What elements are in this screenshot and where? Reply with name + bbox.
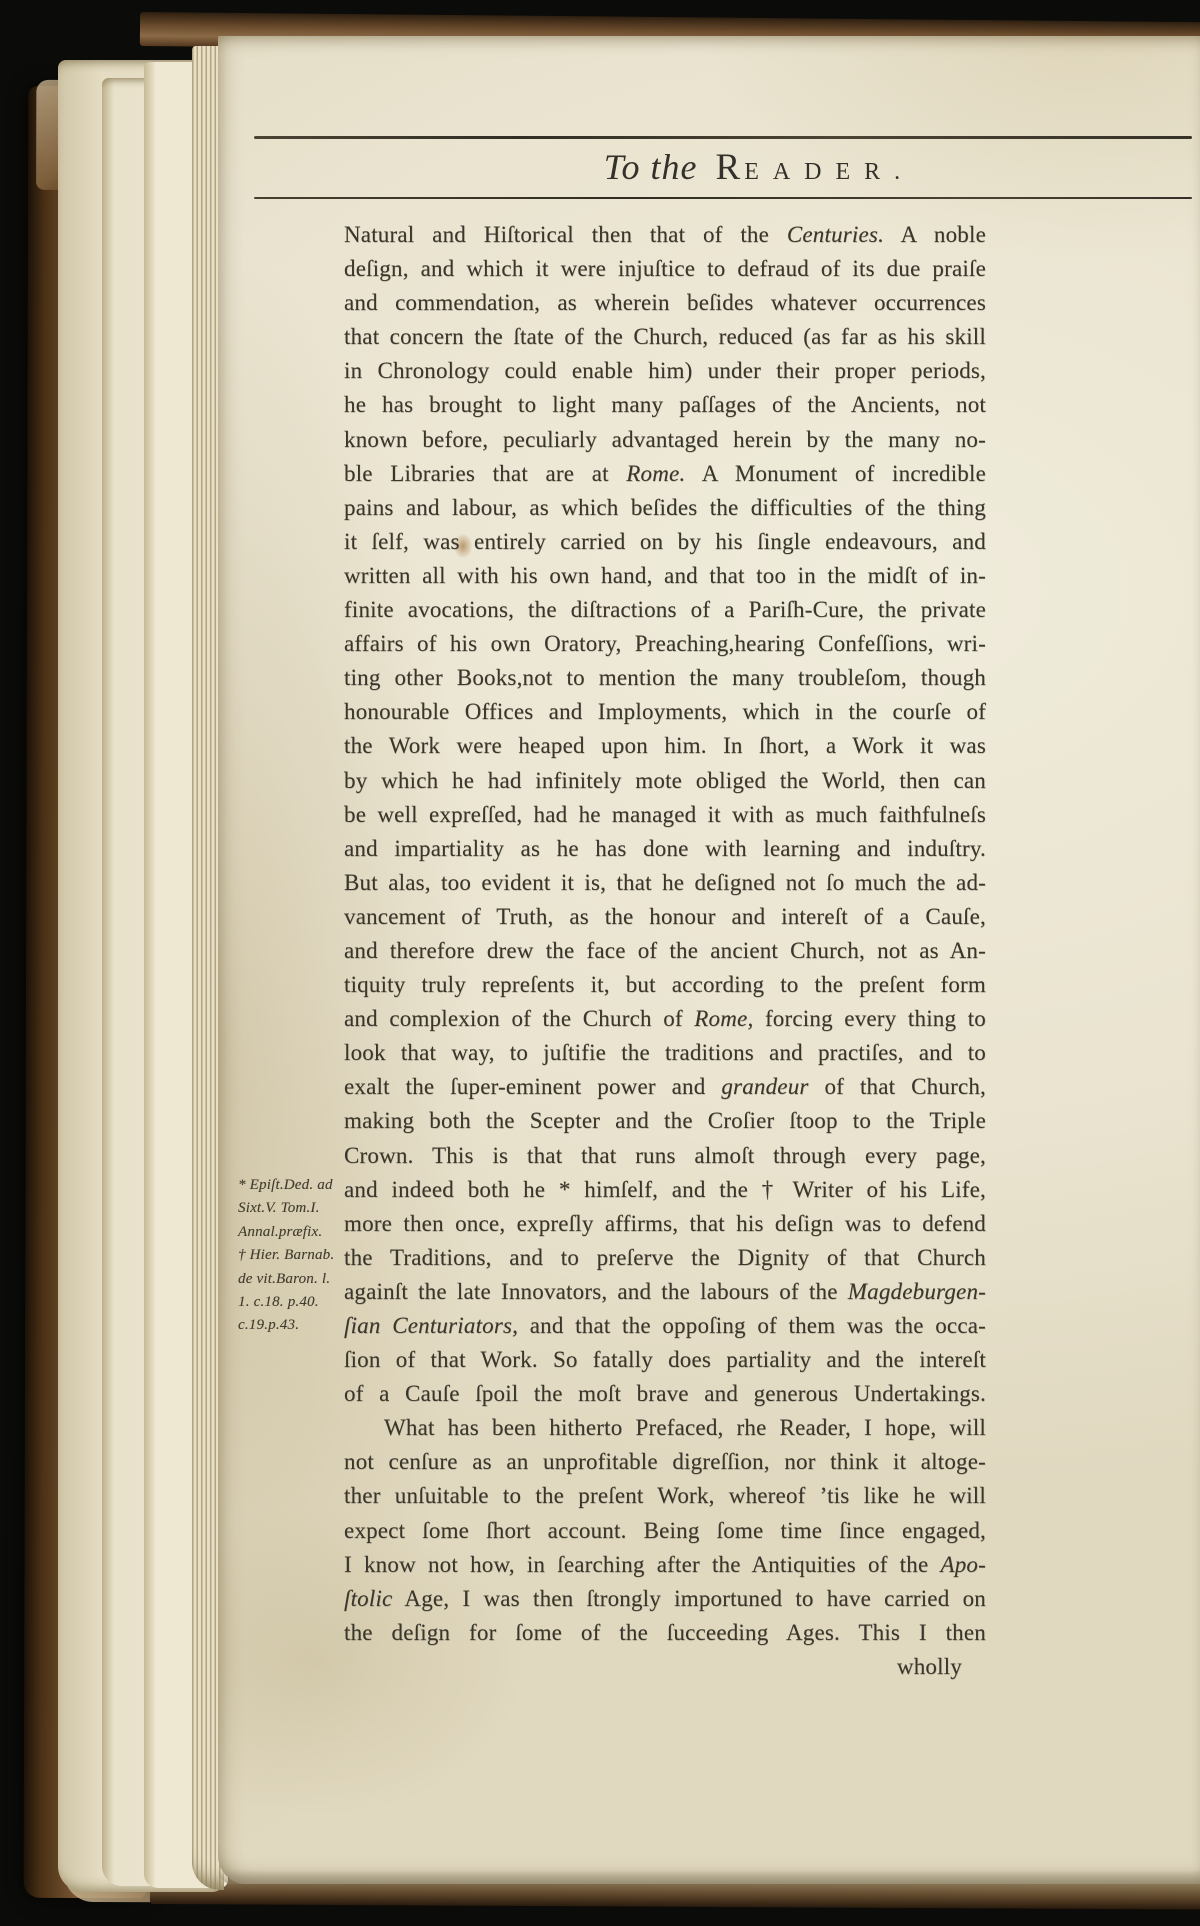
body-text-line: Natural and Hiſtorical then that of the Centuries. A noble	[344, 222, 986, 247]
body-text-line: that concern the ſtate of the Church, reduced (as far as his skill	[344, 324, 986, 350]
body-text-line: not cenſure as an unprofitable digreſſion, nor think it altoge-	[344, 1449, 986, 1475]
body-text-line: ſtolic Age, I was then ſtrongly importuned to have carried on	[344, 1585, 986, 1611]
catchword: wholly	[896, 1653, 962, 1679]
margin-note-line: Annal.præfix.	[238, 1223, 323, 1240]
body-text-line: tiquity truly repreſents it, but according to the preſent form	[344, 972, 986, 998]
margin-note-line: † Hier. Barnab.	[238, 1247, 335, 1264]
body-text-line: the Work were heaped upon him. In ſhort, a Work it was	[344, 733, 986, 759]
body-text-line: and commendation, as wherein beſides whatever occurrences	[344, 290, 986, 316]
body-text-line: ther unſuitable to the preſent Work, whereof ’tis like he will	[344, 1483, 986, 1509]
body-text-line: ble Libraries that are at Rome. A Monument of incredible	[344, 460, 986, 486]
body-text-line: ting other Books,not to mention the many troubleſom, though	[344, 665, 986, 691]
page-title	[254, 139, 1192, 197]
page-title-capital: R	[715, 147, 741, 188]
margin-note-line: de vit.Baron. l.	[238, 1270, 331, 1287]
body-text-line: of a Cauſe ſpoil the moſt brave and generous Undertakings.	[344, 1381, 986, 1407]
body-text-line: making both the Scepter and the Croſier ſtoop to the Triple	[344, 1108, 986, 1134]
page-title-smallcaps: EADER.	[744, 159, 915, 185]
body-text-line: againſt the late Innovators, and the labours of the Magdeburgen-	[344, 1278, 986, 1304]
body-text-line: he has brought to light many paſſages of the Ancients, not	[344, 392, 986, 418]
page-title-lead: To the	[603, 147, 698, 187]
body-text-line: and complexion of the Church of Rome, forcing every thing to	[344, 1006, 986, 1032]
body-text-line: expect ſome ſhort account. Being ſome time ſince engaged,	[344, 1517, 986, 1543]
body-text-line: What has been hitherto Prefaced, rhe Reader, I hope, will	[384, 1415, 986, 1441]
body-text-line: known before, peculiarly advantaged herein by the many no-	[344, 426, 986, 452]
body-text-line: it ſelf, was entirely carried on by his ſingle endeavours, and	[344, 528, 986, 554]
body-text-line: the Traditions, and to preſerve the Dignity of that Church	[344, 1244, 986, 1270]
body-text-line: honourable Offices and Imployments, which in the courſe of	[344, 699, 986, 725]
body-text-line: But alas, too evident it is, that he deſigned not ſo much the ad-	[344, 869, 986, 895]
margin-note-line: * Epiſt.Ded. ad	[238, 1177, 333, 1193]
body-text	[344, 218, 986, 1684]
margin-notes	[238, 1174, 342, 1338]
margin-note-line: Sixt.V. Tom.I.	[238, 1200, 320, 1217]
body-text-line: pains and labour, as which beſides the difficulties of the thing	[344, 494, 986, 520]
body-text-line: ſian Centuriators, and that the oppoſing of them was the occa-	[344, 1313, 986, 1338]
margin-note-line: c.19.p.43.	[238, 1317, 300, 1334]
body-text-line: ſion of that Work. So fatally does partiality and the intereſt	[344, 1347, 986, 1373]
body-text-line: and therefore drew the face of the ancient Church, not as An-	[344, 937, 986, 963]
body-text-line: in Chronology could enable him) under their proper periods,	[344, 358, 986, 384]
body-lines	[344, 218, 986, 1650]
body-text-line: look that way, to juſtifie the traditions and practiſes, and to	[344, 1040, 986, 1066]
body-text-line: deſign, and which it were injuſtice to defraud of its due praiſe	[344, 256, 986, 282]
book-page	[218, 36, 1200, 1884]
body-text-line: exalt the ſuper-eminent power and grandeur of that Church,	[344, 1074, 987, 1100]
body-text-line: vancement of Truth, as the honour and intereſt of a Cauſe,	[344, 903, 986, 929]
margin-notes-lines	[238, 1174, 342, 1338]
body-text-line: more then once, expreſly affirms, that his deſign was to defend	[344, 1210, 986, 1236]
body-text-line: and impartiality as he has done with learning and induſtry.	[344, 835, 986, 861]
body-text-line: by which he had infinitely mote obliged the World, then can	[344, 767, 986, 793]
header-rule-bottom	[254, 197, 1192, 199]
body-text-line: finite avocations, the diſtractions of a Pariſh-Cure, the private	[344, 597, 986, 623]
margin-note-line: 1. c.18. p.40.	[238, 1294, 319, 1311]
body-text-line: Crown. This is that that runs almoſt through every page,	[344, 1142, 986, 1168]
body-text-line: and indeed both he * himſelf, and the † Writer of his Life,	[344, 1176, 986, 1202]
body-text-line: be well expreſſed, had he managed it with as much faithfulneſs	[344, 801, 986, 827]
body-text-line: written all with his own hand, and that too in the midſt of in-	[344, 562, 986, 588]
body-text-line: I know not how, in ſearching after the Antiquities of the Apo-	[344, 1551, 986, 1577]
body-text-line: affairs of his own Oratory, Preaching,hearing Confeſſions, wri-	[344, 631, 986, 657]
body-text-line: the deſign for ſome of the ſucceeding Ages. This I then	[344, 1619, 986, 1645]
